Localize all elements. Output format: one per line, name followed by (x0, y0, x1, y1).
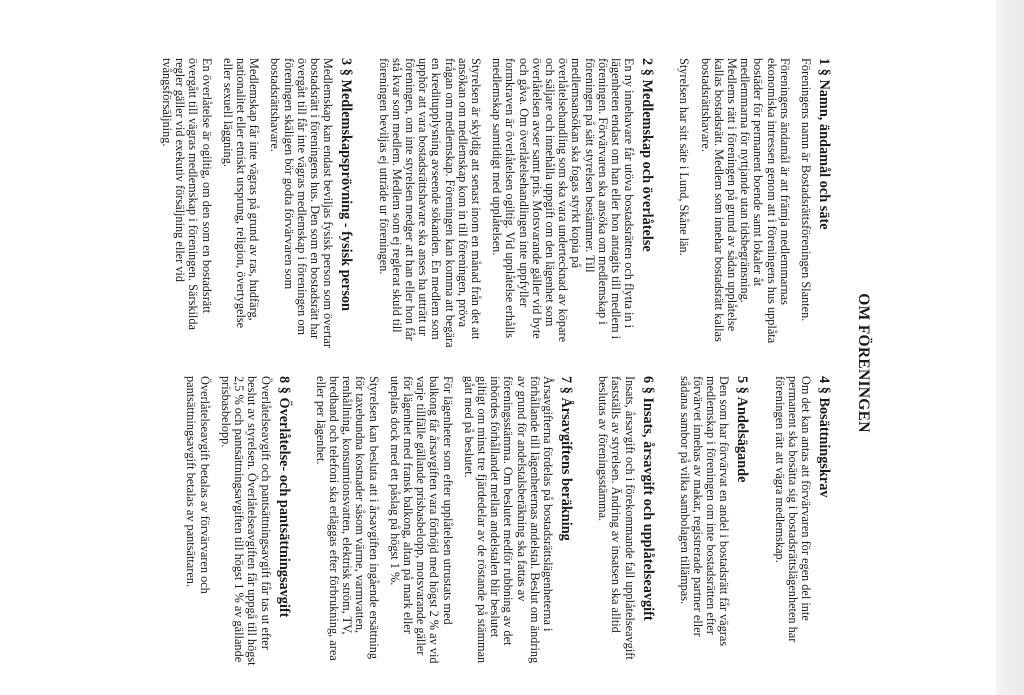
document-page (72, 58, 872, 668)
section-heading: 6 § Insats, årsavgift och upplåtelseavgift (639, 376, 656, 621)
paragraph: Föreningens ändamål är att främja medlemmarnas ekonomiska intressen genom att i föreningens hus upplåta bostäder för permanent boende samt lokaler åt medlemmarna för nyttjande utan tidsbegränsning. Medlems rätt i föreningen på grund av sådan upplåtelse kallas bostadsrätt. Medlem som innehar bostadsrätt kallas bostadsrättshavare. (698, 58, 792, 344)
section-heading: 4 § Bosättningskrav (816, 376, 832, 498)
paragraph: Överlåtelseavgift och pantsättningsavgift får tas ut efter beslut av styrelsen. Överlåtelseavgiften får uppgå till högst 2,5 % och pantsättningsavgiften till högst 1 % av gällande prisbasbelopp. (218, 376, 273, 666)
section-1 (677, 58, 832, 348)
paragraph: Överlåtelseavgift betalas av förvärvaren och pantsättningsavgift betalas av pantsättaren. (184, 376, 212, 594)
paragraph: Medlemskap får inte vägras på grund av ras, hudfärg, nationalitet eller etniskt ursprung, religion, övertygelse eller sexuell läggning. (220, 58, 262, 329)
section-heading: 7 § Årsavgiftens beräkning (557, 376, 574, 541)
section-heading: 3 § Medlemskapsprövning - fysisk person (338, 58, 355, 312)
paragraph: En överlåtelse är ogiltig, om den som en bostadsrätt övergått till vägras medlemskap i föreningen. Särskilda regler gäller vid exekutiv försäljning eller vid tvångsförsäljning. (160, 58, 214, 330)
paragraph: Medlemskap kan endast beviljas fysisk person som övertar bostadsrätt i föreningens hus. Den som en bostadsrätt har övergått till får inte vägras medlemskap i föreningen om föreningen skäligen bör godta förvärvaren som bostadsrättshavare. (268, 58, 336, 348)
section-5 (678, 376, 751, 666)
paragraph: För lägenheter som efter upplåtelsen utrustats med balkong får årsavgiften vara förhöjd med högst 2 % av vid varje tillfälle gällande prisbasbelopp, motsvarande gäller för lägenhet med fransk balkong, altan på mark eller uteplats dock med ett påslag på högst 1 %. (387, 376, 455, 664)
section-4 (772, 376, 832, 666)
paragraph: Styrelsen är skyldig att senast inom en månad från det att ansökan om medlemskap kom in till föreningen, pröva frågan om medlemskap. Föreningen kan komma att begära en kreditupplysning avseende sökanden. En medlem som upphör att vara bostadsrättshavare ska anses ha utträtt ur föreningen, om inte styrelsen medger att han eller hon får stå kvar som medlem. Medlem som ej reglerat skuld till föreningen beviljas ej utträde ur föreningen. (376, 58, 483, 348)
paragraph: Styrelsen har sitt säte i Lund, Skåne län. (677, 58, 692, 256)
section-7 (314, 376, 574, 666)
section-heading: 8 § Överlåtelse- och pantsättningsavgift (275, 376, 292, 618)
scan-edge (996, 0, 1024, 695)
paragraph: Årsavgifterna fördelas på bostadsrättslägenheterna i förhållande till lägenheternas andelstal. Beslut om ändring av grund för andelstalsberäkning ska fattas av föreningsstämma. Om beslutet medför rubbning av det inbördes förhållandet mellan andelstalen blir beslutet giltigt om minst tre fjärdedelar av de röstande på stämman gått med på beslutet. (461, 376, 555, 664)
paragraph: En ny innehavare får utöva bostadsrätten och flytta in i lägenheten endast om han eller hon antagits till medlem i föreningen. Förvärvaren ska ansöka om medlemskap i föreningen på sätt styrelsen bestämmer. Till medlemsansökan ska fogas styrkt kopia på överlåtelsehandling som ska vara undertecknad av köpare och säljare och innehålla uppgift om den lägenhet som överlåtelsen avser samt pris. Motsvarande gäller vid byte och gåva. Om överlåtelsehandlingen inte uppfyller formkraven är överlåtelsen ogiltig. Vid upplåtelse erhålls medlemskap samtidigt med upplåtelsen. (490, 58, 637, 343)
paragraph: Styrelsen kan besluta att i årsavgiften ingående ersättning för taxebundna kostnader såsom värme, varmvatten, renhållning, konsumtionsvatten, elektrisk ström, TV, bredband och telefoni ska erläggas efter förbrukning, area eller per lägenhet. (313, 376, 381, 661)
section-heading: 2 § Medlemskap och överlåtelse (639, 58, 656, 252)
document-title: OM FÖRENINGEN (855, 293, 872, 433)
right-column (162, 376, 832, 666)
section-8 (184, 376, 291, 666)
paragraph: Föreningens namn är Bostadsrättsföreningen Slanten. (799, 58, 813, 322)
section-heading: 1 § Namn, ändamål och säte (816, 58, 832, 230)
section-heading: 5 § Andelsägande (734, 376, 751, 483)
section-2 (376, 58, 655, 348)
paragraph: Insats, årsavgift och i förekommande fall upplåtelseavgift fastställs av styrelsen. Ändring av insatsen ska alltid beslutas av föreningsstämma. (596, 376, 637, 660)
section-6 (596, 376, 656, 666)
paragraph: Den som har förvärvat en andel i bostadsrätt får vägras medlemskap i föreningen om inte bostadsrätten efter förvärvet innehas av makar, registrerade partner eller sådana sambor på vilka sambolagen tillämpas. (677, 376, 732, 647)
section-3 (160, 58, 354, 348)
paragraph: Om det kan antas att förvärvaren för egen del inte permanent ska bosätta sig i bostadsrättslägenheten har föreningen rätt att vägra medlemskap. (772, 376, 813, 643)
left-column (138, 58, 832, 348)
